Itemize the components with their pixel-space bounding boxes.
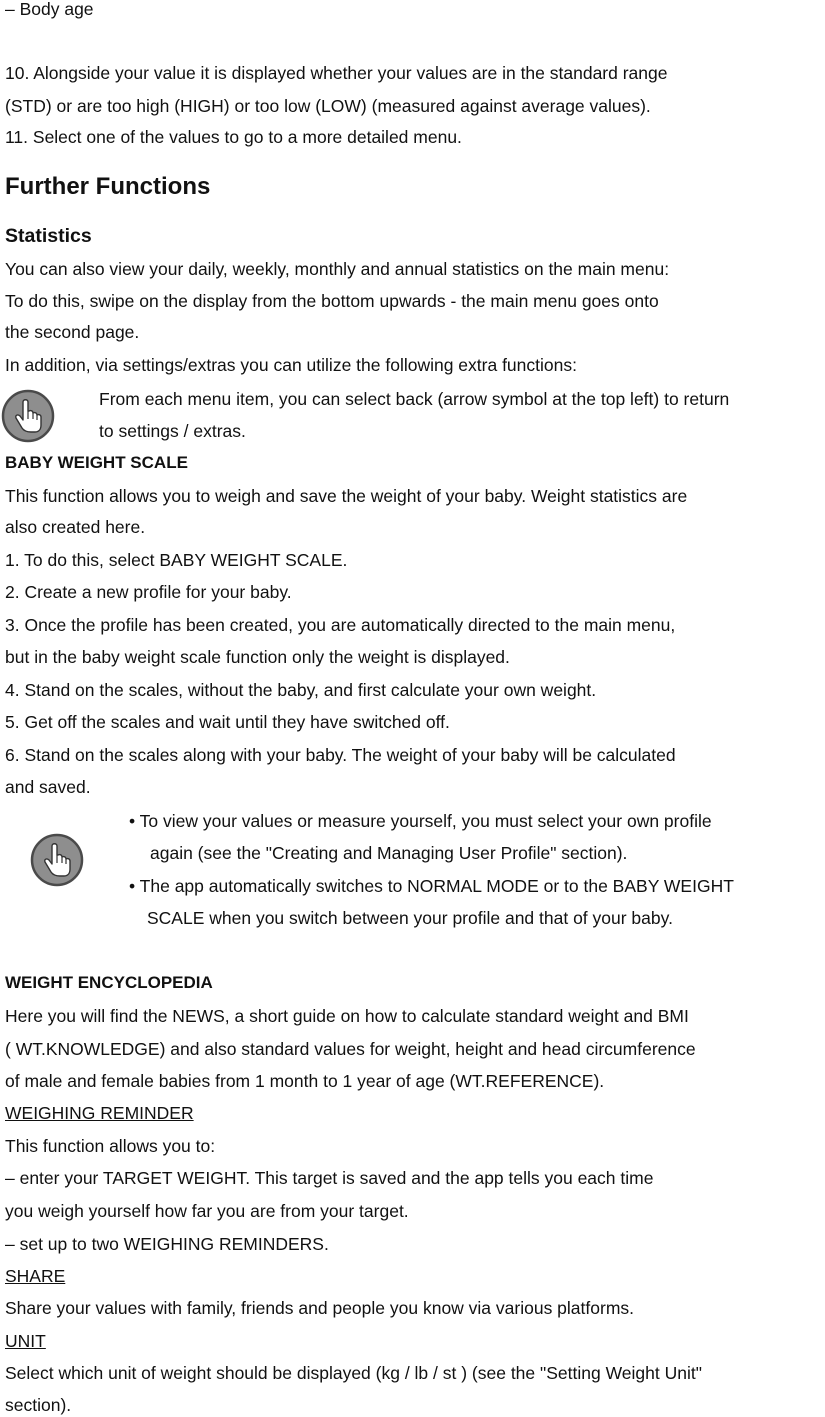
baby-scale-line: 5. Get off the scales and wait until they have switched off. xyxy=(5,712,450,732)
statistics-line: In addition, via settings/extras you can utilize the following extra functions: xyxy=(5,355,577,375)
step-10-line-2: (STD) or are too high (HIGH) or too low (LOW) (measured against average values). xyxy=(5,96,651,116)
share-line: Share your values with family, friends and people you know via various platforms. xyxy=(5,1298,635,1318)
note2-line: • The app automatically switches to NORMAL MODE or to the BABY WEIGHT xyxy=(129,876,734,896)
baby-scale-line: 6. Stand on the scales along with your baby. The weight of your baby will be calculated xyxy=(5,745,676,765)
baby-scale-line: also created here. xyxy=(5,517,146,537)
weighing-reminder-heading: WEIGHING REMINDER xyxy=(5,1103,194,1123)
step-10-line-1: 10. Alongside your value it is displayed whether your values are in the standard range xyxy=(5,63,668,83)
note2-line: • To view your values or measure yourself, you must select your own profile xyxy=(129,811,712,831)
weight-encyclopedia-heading: WEIGHT ENCYCLOPEDIA xyxy=(5,973,213,992)
baby-scale-line: 2. Create a new profile for your baby. xyxy=(5,582,292,602)
baby-scale-line: 1. To do this, select BABY WEIGHT SCALE. xyxy=(5,550,348,570)
further-functions-heading: Further Functions xyxy=(5,173,211,200)
encyclopedia-line: Here you will find the NEWS, a short guide on how to calculate standard weight and BMI xyxy=(5,1006,689,1026)
reminder-line: you weigh yourself how far you are from your target. xyxy=(5,1201,409,1221)
unit-line: section). xyxy=(5,1395,72,1415)
encyclopedia-line: ( WT.KNOWLEDGE) and also standard values for weight, height and head circumference xyxy=(5,1039,696,1059)
body-age-line: – Body age xyxy=(5,0,94,19)
note1-line: to settings / extras. xyxy=(99,421,246,441)
unit-line: Select which unit of weight should be displayed (kg / lb / st ) (see the "Setting Weight Unit" xyxy=(5,1363,702,1383)
encyclopedia-line: of male and female babies from 1 month to 1 year of age (WT.REFERENCE). xyxy=(5,1071,605,1091)
pointing-hand-icon xyxy=(1,389,55,443)
unit-heading: UNIT xyxy=(5,1331,46,1351)
reminder-line: – enter your TARGET WEIGHT. This target is saved and the app tells you each time xyxy=(5,1168,654,1188)
statistics-line: the second page. xyxy=(5,322,140,342)
share-heading: SHARE xyxy=(5,1266,66,1286)
baby-weight-scale-heading: BABY WEIGHT SCALE xyxy=(5,453,188,472)
note1-line: From each menu item, you can select back (arrow symbol at the top left) to return xyxy=(99,389,730,409)
pointing-hand-icon xyxy=(30,833,84,887)
reminder-line: This function allows you to: xyxy=(5,1136,216,1156)
statistics-heading: Statistics xyxy=(5,225,92,247)
baby-scale-line: This function allows you to weigh and save the weight of your baby. Weight statistics are xyxy=(5,486,688,506)
step-11-line: 11. Select one of the values to go to a more detailed menu. xyxy=(5,127,462,147)
baby-scale-line: and saved. xyxy=(5,777,91,797)
baby-scale-line: 4. Stand on the scales, without the baby, and first calculate your own weight. xyxy=(5,680,597,700)
baby-scale-line: 3. Once the profile has been created, you are automatically directed to the main menu, xyxy=(5,615,676,635)
statistics-line: To do this, swipe on the display from the bottom upwards - the main menu goes onto xyxy=(5,291,659,311)
statistics-line: You can also view your daily, weekly, monthly and annual statistics on the main menu: xyxy=(5,259,670,279)
reminder-line: – set up to two WEIGHING REMINDERS. xyxy=(5,1234,329,1254)
note2-line: again (see the "Creating and Managing User Profile" section). xyxy=(150,843,628,863)
note2-line: SCALE when you switch between your profile and that of your baby. xyxy=(147,908,673,928)
baby-scale-line: but in the baby weight scale function only the weight is displayed. xyxy=(5,647,510,667)
